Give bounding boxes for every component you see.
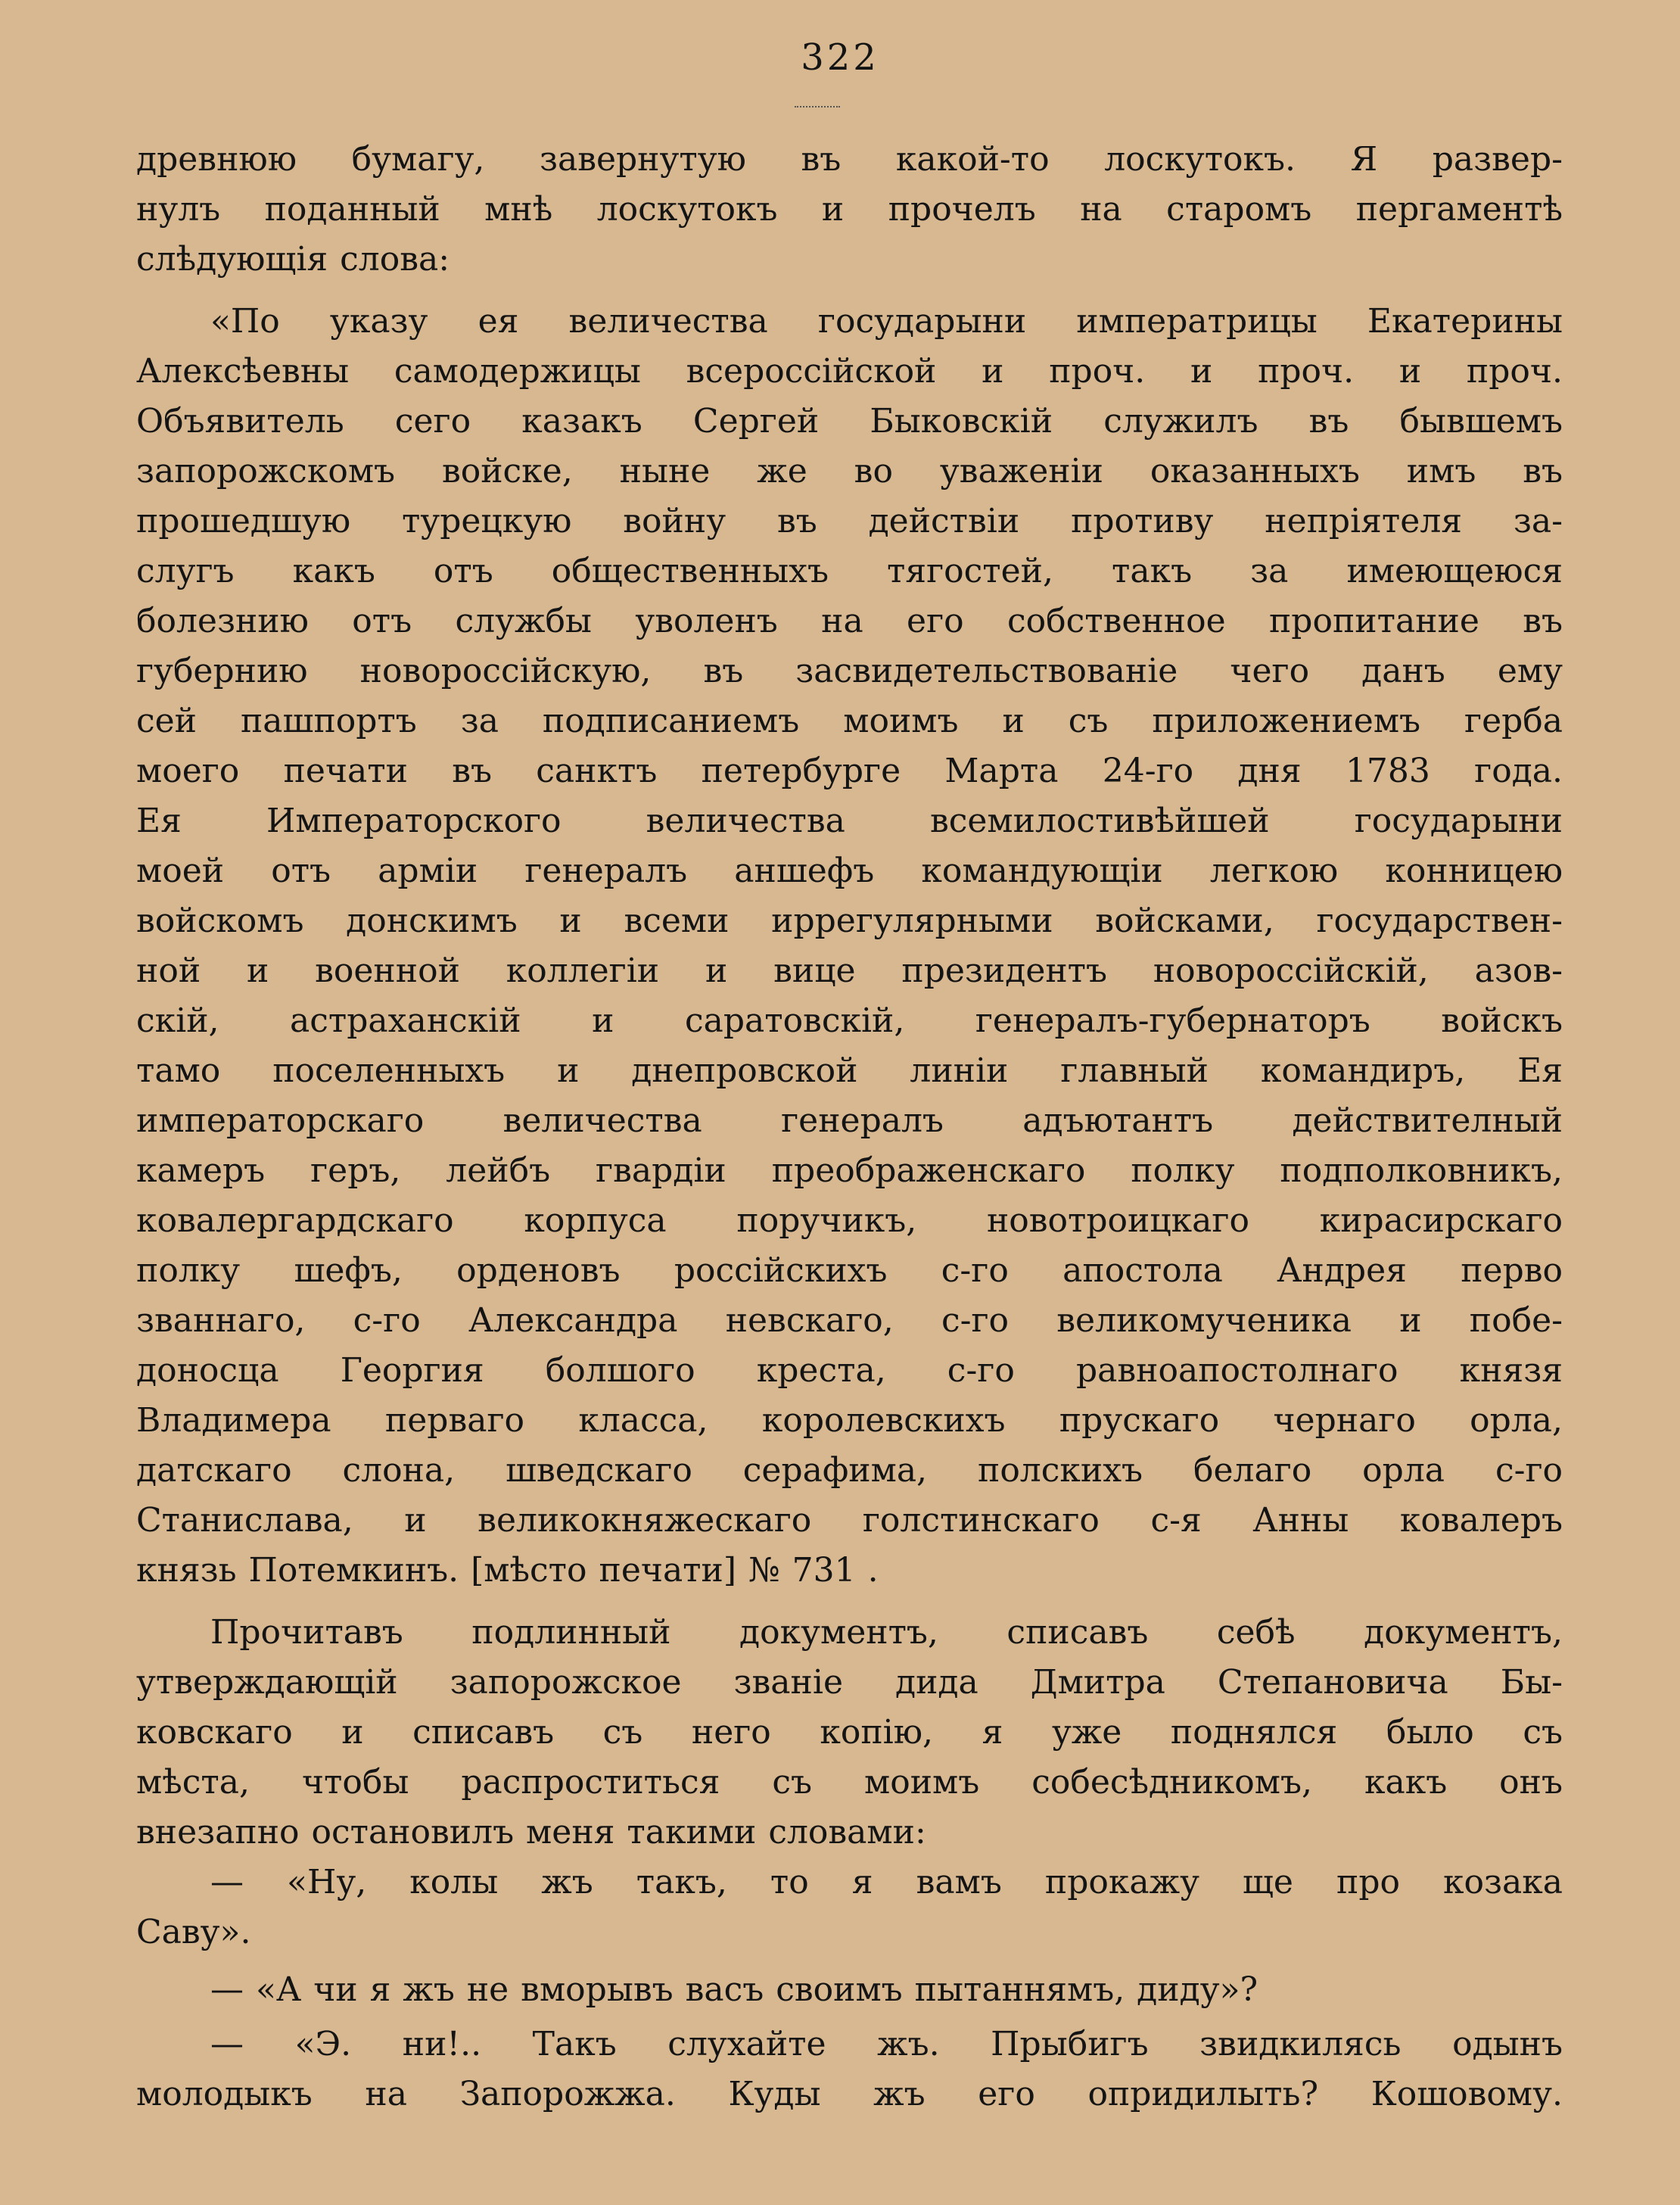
text-line: губернию новороссійскую, въ засвидетельствованіе чего данъ ему xyxy=(136,652,1563,690)
text-line: датскаго слона, шведскаго серафима, полскихъ белаго орла с-го xyxy=(136,1451,1563,1490)
text-line: древнюю бумагу, завернутую въ какой-то лоскутокъ. Я развер- xyxy=(136,140,1563,179)
text-line: — «Э. ни!.. Такъ слухайте жъ. Прыбигъ звидкилясь одынъ xyxy=(210,2025,1563,2063)
text-line: слѣдующія слова: xyxy=(136,240,450,279)
text-line: ковскаго и списавъ съ него копію, я уже поднялся было съ xyxy=(136,1713,1563,1752)
text-line: тамо поселенныхъ и днепровской линіи главный командиръ, Ея xyxy=(136,1051,1563,1090)
text-line: моего печати въ санктъ петербурге Марта 24-го дня 1783 года. xyxy=(136,752,1563,790)
page-number: 322 xyxy=(801,36,879,79)
text-line: моей отъ арміи генералъ аншефъ командующіи легкою конницею xyxy=(136,852,1563,890)
text-line: скій, астраханскій и саратовскій, генералъ-губернаторъ войскъ xyxy=(136,1001,1563,1040)
text-line: Станислава, и великокняжескаго голстинскаго с-я Анны ковалеръ xyxy=(136,1501,1563,1540)
text-line: слугъ какъ отъ общественныхъ тягостей, такъ за имеющеюся xyxy=(136,552,1563,590)
text-line: камеръ геръ, лейбъ гвардіи преображенскаго полку подполковникъ, xyxy=(136,1151,1563,1190)
text-line: болезнию отъ службы уволенъ на его собственное пропитание въ xyxy=(136,602,1563,640)
text-line: прошедшую турецкую войну въ действіи противу непріятеля за- xyxy=(136,502,1563,540)
text-line: ковалергардскаго корпуса поручикъ, новотроицкаго кирасирскаго xyxy=(136,1201,1563,1240)
text-line: «По указу ея величества государыни императрицы Екатерины xyxy=(210,302,1563,341)
text-line: Саву». xyxy=(136,1913,251,1951)
text-line: утверждающій запорожское званіе дида Дмитра Степановича Бы- xyxy=(136,1663,1563,1702)
text-line: — «А чи я жъ не вморывъ васъ своимъ пытаннямъ, диду»? xyxy=(210,1970,1258,2009)
text-line: Прочитавъ подлинный документъ, списавъ себѣ документъ, xyxy=(210,1613,1563,1652)
text-line: полку шефъ, орденовъ россійскихъ с-го апостола Андрея перво xyxy=(136,1251,1563,1290)
text-line: запорожскомъ войске, ныне же во уваженіи оказанныхъ имъ въ xyxy=(136,452,1563,491)
text-line: войскомъ донскимъ и всеми иррегулярными войсками, государствен- xyxy=(136,902,1563,940)
text-line: Объявитель сего казакъ Сергей Быковскій служилъ въ бывшемъ xyxy=(136,402,1563,441)
text-line: Алексѣевны самодержицы всероссійской и проч. и проч. и проч. xyxy=(136,352,1563,391)
page-number-rule xyxy=(795,106,840,107)
text-line: Владимера перваго класса, королевскихъ прускаго чернаго орла, xyxy=(136,1401,1563,1440)
text-line: князь Потемкинъ. [мѣсто печати] № 731 . xyxy=(136,1551,879,1590)
text-line: императорскаго величества генералъ адъютантъ действителный xyxy=(136,1101,1563,1140)
text-line: сей пашпортъ за подписаниемъ моимъ и съ приложениемъ герба xyxy=(136,702,1563,740)
text-line: мѣста, чтобы распроститься съ моимъ собесѣдникомъ, какъ онъ xyxy=(136,1763,1563,1802)
text-line: внезапно остановилъ меня такими словами: xyxy=(136,1813,926,1852)
text-line: молодыкъ на Запорожжа. Куды жъ его опридилыть? Кошовому. xyxy=(136,2075,1563,2113)
text-line: ной и военной коллегіи и вице президентъ новороссійскій, азов- xyxy=(136,951,1563,990)
text-line: Ея Императорского величества всемилостивѣйшей государыни xyxy=(136,802,1563,840)
text-line: доносца Георгия болшого креста, с-го равноапостолнаго князя xyxy=(136,1351,1563,1390)
text-line: — «Ну, колы жъ такъ, то я вамъ прокажу ще про козака xyxy=(210,1863,1563,1901)
text-line: нулъ поданный мнѣ лоскутокъ и прочелъ на старомъ пергаментѣ xyxy=(136,190,1563,229)
text-line: званнаго, с-го Александра невскаго, с-го великомученика и побе- xyxy=(136,1301,1563,1340)
